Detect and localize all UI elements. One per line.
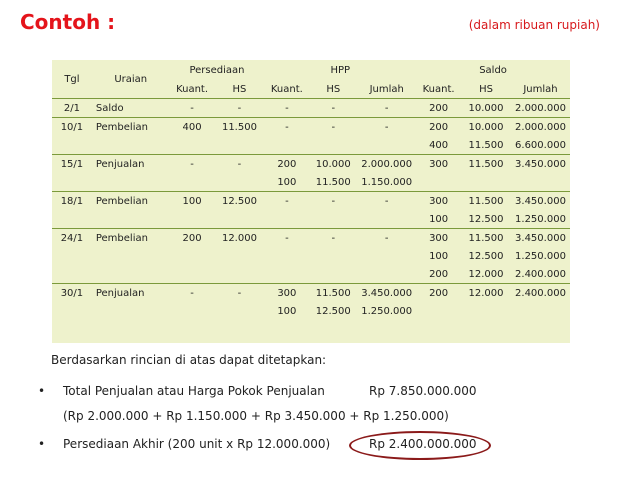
table-cell-h_j: -: [357, 118, 416, 137]
table-cell-p_k: -: [170, 284, 215, 303]
table-cell-p_hs: 11.500: [215, 118, 265, 137]
table-cell-p_hs: -: [215, 155, 265, 174]
table-row: [52, 192, 570, 211]
table-cell-s_j: 1.250.000: [515, 213, 566, 225]
table-cell-s_j: 3.450.000: [511, 155, 570, 174]
table-row: [52, 210, 570, 229]
table-cell-h_j: [357, 265, 416, 284]
table-cell-p_k: [170, 302, 215, 320]
table-cell-s_j: 2.000.000: [511, 118, 570, 137]
table-cell-tgl: 2/1: [52, 99, 92, 118]
table-cell-s_hs: 12.500: [468, 250, 504, 262]
table-cell-p_k: [170, 136, 215, 155]
summary-ending-inventory-label: Persediaan Akhir (200 unit x Rp 12.000.000): [63, 437, 331, 451]
table-cell-s_k: 300: [416, 155, 461, 174]
table-cell-h_k: -: [264, 99, 309, 118]
table-cell-s_hs: 10.000: [461, 118, 511, 137]
table-row: [52, 173, 570, 192]
table-cell-p_k: -: [170, 99, 215, 118]
table-cell-p_hs: [215, 302, 265, 320]
table-cell-s_j: 1.250.000: [515, 250, 566, 262]
table-cell-uraian: [92, 265, 170, 284]
table-cell-p_k: [170, 173, 215, 192]
table-cell-s_j: 3.450.000: [511, 192, 570, 211]
summary-ending-inventory-value: Rp 2.400.000.000: [369, 437, 477, 451]
table-cell-s_k: 400: [429, 139, 449, 151]
bullet-dot: •: [38, 437, 46, 451]
table-cell-s_k: 200: [416, 118, 461, 137]
bullet-dot: •: [38, 384, 46, 398]
table-cell-p_k: 200: [170, 229, 215, 248]
table-row: [52, 284, 570, 303]
header-persediaan-kuant: Kuant.: [170, 80, 215, 99]
table-cell-h_k: 100: [277, 305, 297, 317]
table-cell-s_hs: 11.500: [461, 192, 511, 211]
table-cell-s_hs: 10.000: [461, 99, 511, 118]
summary-sales-detail: (Rp 2.000.000 + Rp 1.150.000 + Rp 3.450.000 + Rp 1.250.000): [63, 409, 449, 423]
table-cell-uraian: [92, 247, 170, 265]
table-row: [52, 265, 570, 284]
table-cell-s_hs: [461, 302, 511, 320]
table-cell-s_hs: 11.500: [461, 229, 511, 248]
header-uraian: Uraian: [114, 73, 148, 85]
table-cell-s_j: 2.000.000: [511, 99, 570, 118]
table-cell-tgl: 24/1: [52, 229, 92, 248]
table-cell-uraian: [92, 173, 170, 192]
table-cell-tgl: [52, 173, 92, 192]
table-cell-s_hs: 12.500: [468, 213, 504, 225]
table-cell-h_k: 200: [264, 155, 309, 174]
table-cell-uraian: Penjualan: [92, 155, 170, 174]
table-cell-s_k: [416, 173, 461, 192]
table-cell-p_hs: [215, 173, 265, 192]
table-cell-s_k: 200: [429, 268, 449, 280]
header-persediaan-hs: HS: [215, 80, 265, 99]
table-cell-h_hs: [309, 136, 357, 155]
table-cell-h_hs: -: [309, 99, 357, 118]
table-cell-h_j: 1.250.000: [361, 305, 413, 317]
table-cell-uraian: Pembelian: [92, 192, 170, 211]
table-cell-tgl: [52, 136, 92, 155]
table-cell-p_hs: [215, 247, 265, 265]
table-cell-p_k: 100: [170, 192, 215, 211]
table-row: [52, 155, 570, 174]
table-cell-s_hs: 11.500: [468, 139, 504, 151]
table-cell-h_k: [264, 247, 309, 265]
header-hpp-jumlah: Jumlah: [357, 80, 416, 99]
page-title: Contoh :: [20, 10, 116, 34]
table-cell-s_k: 200: [416, 284, 461, 303]
table-cell-h_hs: -: [309, 192, 357, 211]
header-saldo-kuant: Kuant.: [416, 80, 461, 99]
table-cell-h_j: 3.450.000: [357, 284, 416, 303]
unit-note: (dalam ribuan rupiah): [468, 18, 600, 32]
table-row: [52, 247, 570, 265]
table-cell-p_k: 400: [170, 118, 215, 137]
table-cell-s_k: 100: [429, 213, 449, 225]
table-cell-h_k: -: [264, 192, 309, 211]
header-persediaan: Persediaan: [189, 64, 245, 76]
table-cell-p_k: -: [170, 155, 215, 174]
summary-sales-label: Total Penjualan atau Harga Pokok Penjualan: [63, 384, 325, 398]
table-row: [52, 99, 570, 118]
table-cell-h_hs: 12.500: [315, 305, 351, 317]
table-cell-tgl: [52, 265, 92, 284]
table-row: [52, 136, 570, 155]
table-cell-p_hs: 12.000: [215, 229, 265, 248]
table-cell-s_k: 100: [429, 250, 449, 262]
table-row: [52, 229, 570, 248]
table-cell-s_k: 200: [416, 99, 461, 118]
header-saldo-jumlah: Jumlah: [511, 80, 570, 99]
table-cell-tgl: [52, 247, 92, 265]
table-cell-h_j: 2.000.000: [357, 155, 416, 174]
table-cell-s_k: 300: [416, 229, 461, 248]
table-cell-tgl: 18/1: [52, 192, 92, 211]
table-cell-s_hs: [461, 173, 511, 192]
table-cell-s_hs: 11.500: [461, 155, 511, 174]
table-cell-tgl: 30/1: [52, 284, 92, 303]
table-cell-h_k: 300: [264, 284, 309, 303]
header-hpp-hs: HS: [309, 80, 357, 99]
table-cell-uraian: Pembelian: [92, 229, 170, 248]
table-cell-uraian: Pembelian: [92, 118, 170, 137]
table-cell-p_hs: [215, 136, 265, 155]
table-cell-uraian: [92, 210, 170, 229]
table-cell-h_hs: 11.500: [309, 284, 357, 303]
table-cell-h_j: -: [357, 99, 416, 118]
table-body: [52, 99, 570, 321]
table-cell-s_j: [511, 173, 570, 192]
table-cell-tgl: [52, 302, 92, 320]
header-saldo: Saldo: [479, 64, 507, 76]
table-cell-h_j: [357, 136, 416, 155]
header-saldo-hs: HS: [461, 80, 511, 99]
table-cell-p_hs: [215, 210, 265, 229]
header-tgl: Tgl: [64, 73, 80, 85]
table-cell-h_j: [357, 210, 416, 229]
table-cell-p_k: [170, 247, 215, 265]
summary-intro: Berdasarkan rincian di atas dapat ditetapkan:: [51, 353, 327, 367]
table-cell-h_j: -: [357, 192, 416, 211]
table-cell-p_k: [170, 210, 215, 229]
table-cell-tgl: [52, 210, 92, 229]
table-cell-p_hs: -: [215, 284, 265, 303]
table-cell-s_j: 6.600.000: [515, 139, 566, 151]
summary-sales-value: Rp 7.850.000.000: [369, 384, 477, 398]
table-cell-p_hs: [215, 265, 265, 284]
inventory-table-panel: [52, 60, 570, 343]
table-cell-s_j: 2.400.000: [515, 268, 566, 280]
table-cell-s_j: 3.450.000: [511, 229, 570, 248]
table-cell-uraian: Penjualan: [92, 284, 170, 303]
table-cell-p_hs: 12.500: [215, 192, 265, 211]
table-row: [52, 118, 570, 137]
table-cell-p_k: [170, 265, 215, 284]
table-cell-uraian: [92, 302, 170, 320]
table-cell-uraian: Saldo: [92, 99, 170, 118]
table-cell-h_k: [264, 210, 309, 229]
table-cell-h_hs: -: [309, 118, 357, 137]
table-cell-s_k: [416, 302, 461, 320]
table-cell-uraian: [92, 136, 170, 155]
table-cell-tgl: 15/1: [52, 155, 92, 174]
table-cell-s_j: [511, 302, 570, 320]
table-cell-h_j: 1.150.000: [361, 176, 413, 188]
inventory-table: [52, 60, 570, 320]
table-cell-h_hs: [309, 247, 357, 265]
table-cell-h_hs: 10.000: [309, 155, 357, 174]
header-hpp-kuant: Kuant.: [264, 80, 309, 99]
table-cell-s_hs: 12.000: [461, 284, 511, 303]
table-row: [52, 302, 570, 320]
table-cell-tgl: 10/1: [52, 118, 92, 137]
table-cell-h_hs: [309, 265, 357, 284]
highlight-ellipse: [349, 431, 491, 460]
table-cell-h_hs: -: [309, 229, 357, 248]
table-cell-s_k: 300: [416, 192, 461, 211]
table-cell-h_hs: 11.500: [315, 176, 351, 188]
table-cell-h_k: -: [264, 118, 309, 137]
table-cell-h_k: [264, 136, 309, 155]
table-cell-h_j: [357, 247, 416, 265]
table-cell-h_k: [264, 265, 309, 284]
table-cell-h_j: -: [357, 229, 416, 248]
table-cell-s_hs: 12.000: [468, 268, 504, 280]
header-hpp: HPP: [330, 64, 351, 76]
table-cell-h_hs: [309, 210, 357, 229]
table-cell-h_k: 100: [277, 176, 297, 188]
table-cell-p_hs: -: [215, 99, 265, 118]
table-cell-s_j: 2.400.000: [511, 284, 570, 303]
table-cell-h_k: -: [264, 229, 309, 248]
